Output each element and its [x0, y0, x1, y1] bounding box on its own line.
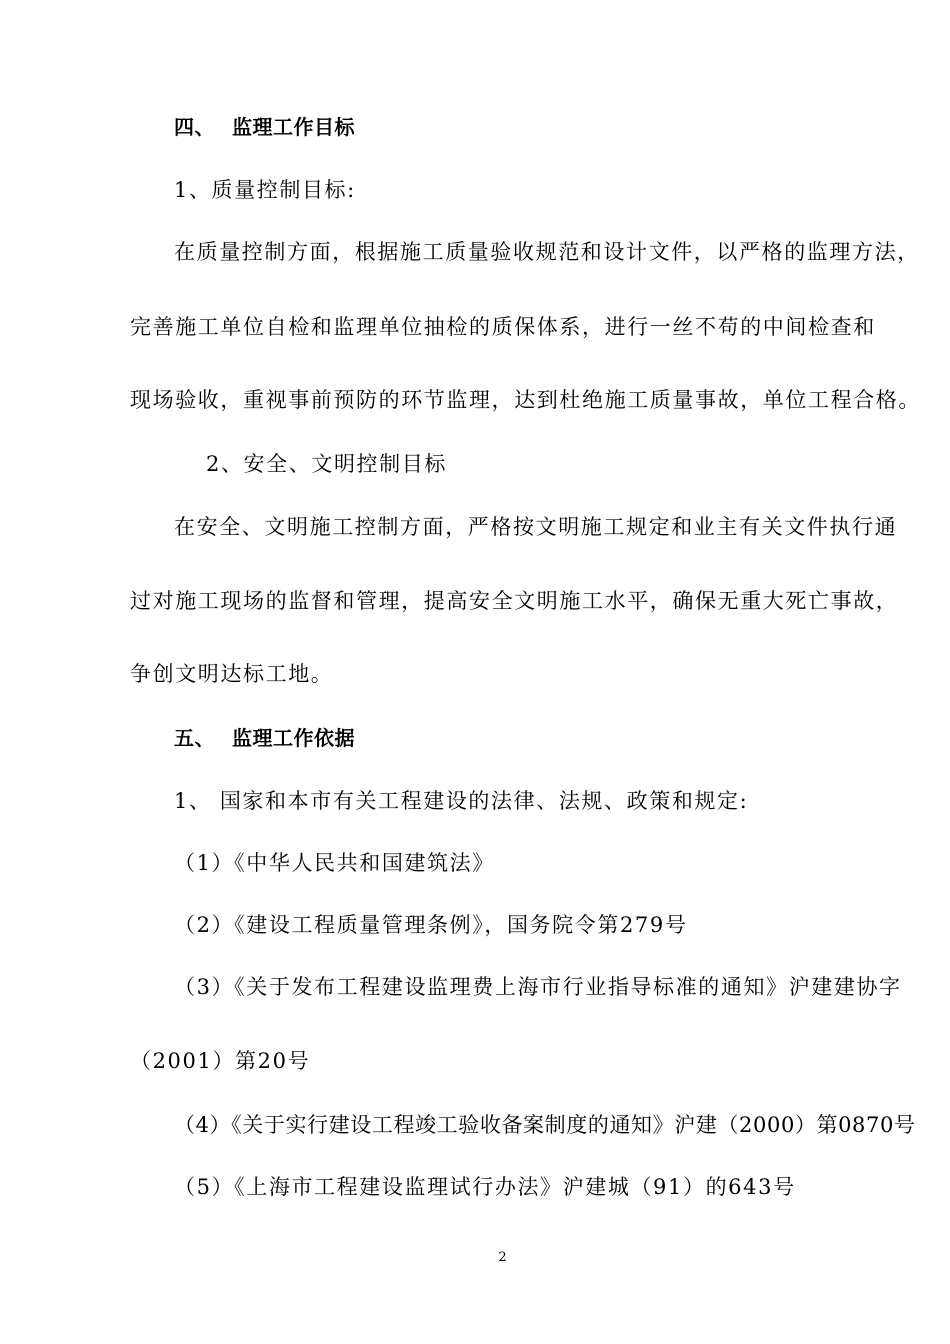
quality-control-heading: 1、质量控制目标:	[174, 178, 356, 202]
safety-paragraph-line-2: 过对施工现场的监督和管理，提高安全文明施工水平，确保无重大死亡事故，	[130, 589, 899, 613]
basis-item-3-continued: （2001）第20号	[130, 1049, 311, 1073]
section-5-number: 五、	[174, 726, 215, 750]
safety-paragraph-line-1: 在安全、文明施工控制方面，严格按文明施工规定和业主有关文件执行通	[174, 515, 898, 539]
section-4-heading	[174, 112, 355, 142]
safety-paragraph-line-3: 争创文明达标工地。	[130, 662, 334, 686]
basis-item-3: （3）《关于发布工程建设监理费上海市行业指导标准的通知》沪建建协字	[174, 975, 902, 999]
basis-item-4: （4）《关于实行建设工程竣工验收备案制度的通知》沪建（2000）第0870号	[174, 1113, 916, 1137]
quality-paragraph-line-2: 完善施工单位自检和监理单位抽检的质保体系，进行一丝不苟的中间检查和	[130, 315, 876, 339]
page-number: 2	[498, 1250, 507, 1265]
quality-paragraph-line-1: 在质量控制方面，根据施工质量验收规范和设计文件，以严格的监理方法，	[174, 240, 920, 264]
section-4-number: 四、	[174, 115, 215, 139]
section-5-heading	[174, 723, 355, 753]
basis-heading: 1、 国家和本市有关工程建设的法律、法规、政策和规定:	[174, 789, 749, 813]
section-4-title: 监理工作目标	[232, 115, 355, 139]
section-5-title: 监理工作依据	[232, 726, 355, 750]
basis-item-2: （2）《建设工程质量管理条例》，国务院令第279号	[174, 913, 688, 937]
basis-item-1: （1）《中华人民共和国建筑法》	[174, 851, 495, 875]
quality-paragraph-line-3: 现场验收，重视事前预防的环节监理，达到杜绝施工质量事故，单位工程合格。	[130, 388, 921, 412]
safety-control-heading: 2、安全、文明控制目标	[206, 452, 447, 476]
basis-item-5: （5）《上海市工程建设监理试行办法》沪建城（91）的643号	[174, 1175, 796, 1199]
